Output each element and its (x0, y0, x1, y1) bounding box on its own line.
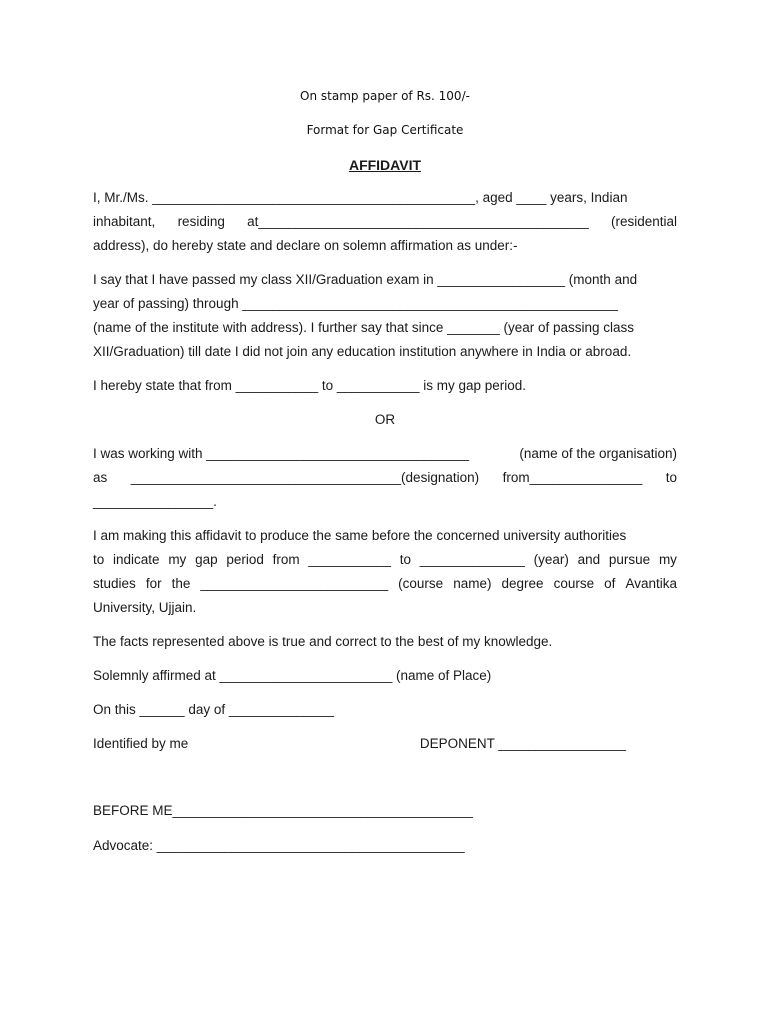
blank: ___________ (308, 552, 391, 567)
before-me-line: BEFORE ME________________________________________ (93, 803, 473, 818)
para8-line: On this ______ day of ______________ (93, 702, 334, 717)
word: (course (398, 576, 444, 591)
word: studies (93, 576, 136, 591)
para5-line4: University, Ujjain. (93, 600, 197, 615)
stamp-note: On stamp paper of Rs. 100/- (300, 89, 470, 103)
paragraph-identity (93, 186, 677, 258)
word: indicate (113, 552, 160, 567)
word: name) (453, 576, 492, 591)
text-part: to (665, 470, 677, 485)
word: of (604, 576, 616, 591)
word: for (145, 576, 162, 591)
para5-line3 (93, 572, 677, 596)
para1-line1: I, Mr./Ms. ___________________________________________, aged ____ years, Indian (93, 190, 628, 205)
paragraph-purpose (93, 524, 677, 620)
identification-row (93, 732, 653, 756)
paragraph-gap-period (93, 374, 677, 398)
before-me-row (93, 799, 677, 823)
para3-line: I hereby state that from ___________ to ___________ is my gap period. (93, 378, 527, 393)
word: degree (501, 576, 544, 591)
word: my (658, 552, 677, 567)
para5-line2 (93, 548, 677, 572)
text-part: ____________________________________(designation) (130, 470, 480, 485)
blank: _________________________ (200, 576, 389, 591)
word: to (93, 552, 105, 567)
paragraph-education (93, 268, 677, 364)
word: gap (195, 552, 218, 567)
para6-line: The facts represented above is true and correct to the best of my knowledge. (93, 634, 553, 649)
para2-line4: XII/Graduation) till date I did not join any education institution anywhere in India or abroad. (93, 344, 632, 359)
word: from (272, 552, 300, 567)
or-text: OR (374, 412, 396, 427)
para2-line2: year of passing) through __________________________________________________ (93, 296, 618, 311)
word: the (171, 576, 191, 591)
format-title: Format for Gap Certificate (306, 123, 464, 137)
para4-line3: ________________. (93, 494, 217, 509)
identification-line (93, 732, 653, 756)
para7-line: Solemnly affirmed at _______________________ (name of Place) (93, 668, 492, 683)
page-title: AFFIDAVIT (348, 157, 422, 173)
word: course (553, 576, 595, 591)
para5-line1: I am making this affidavit to produce the same before the concerned university authorities (93, 528, 627, 543)
para2-line1: I say that I have passed my class XII/Graduation exam in _________________ (month and (93, 272, 638, 287)
text-part: I was working with ___________________________________ (93, 446, 470, 461)
word: Avantika (625, 576, 677, 591)
word: and (577, 552, 601, 567)
word: residing (177, 214, 225, 229)
word: period (226, 552, 264, 567)
word: (year) (533, 552, 569, 567)
identified-label: Identified by me (93, 736, 189, 751)
para2-line3: (name of the institute with address). I further say that since _______ (year of passing class (93, 320, 635, 335)
paragraph-place (93, 664, 677, 688)
paragraph-employment (93, 442, 677, 514)
para4-line2 (93, 466, 677, 490)
advocate-row (93, 834, 677, 858)
text-part: as (93, 470, 108, 485)
text-part: from_______________ (502, 470, 643, 485)
paragraph-date (93, 698, 677, 722)
word: (residential (610, 214, 677, 229)
word: my (168, 552, 187, 567)
para1-line2 (93, 210, 677, 234)
text-part: (name of the organisation) (519, 446, 677, 461)
or-divider (93, 408, 677, 432)
para4-line1 (93, 442, 677, 466)
paragraph-declaration (93, 630, 677, 654)
word: inhabitant, (93, 214, 156, 229)
word: pursue (608, 552, 651, 567)
residence-blank: at____________________________________________ (247, 214, 589, 229)
word: to (399, 552, 411, 567)
deponent-label: DEPONENT _________________ (419, 736, 626, 751)
advocate-line: Advocate: _________________________________________ (93, 838, 465, 853)
para1-line3: address), do hereby state and declare on solemn affirmation as under:- (93, 238, 518, 253)
blank: ______________ (419, 552, 525, 567)
